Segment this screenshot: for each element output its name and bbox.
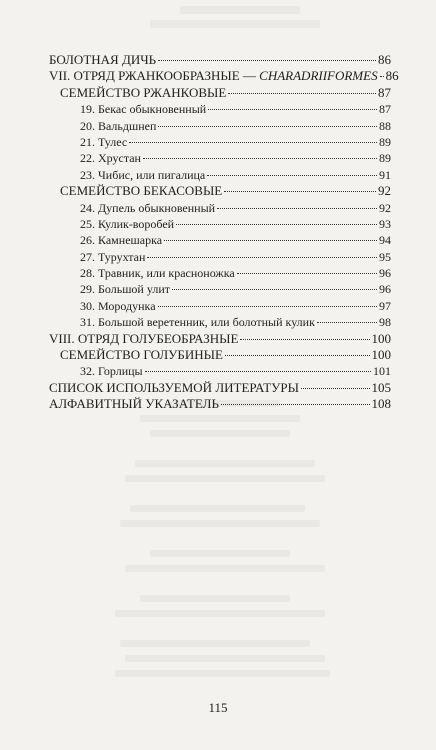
- dot-leader: [217, 208, 377, 209]
- toc-entry-page: 96: [379, 282, 391, 297]
- toc-entry: [49, 52, 391, 68]
- toc-entry-page: 100: [371, 330, 391, 346]
- dot-leader: [158, 60, 376, 61]
- dot-leader: [172, 289, 377, 290]
- toc-entry-page: 89: [379, 134, 391, 149]
- dot-leader: [147, 257, 377, 258]
- toc-entry-title: 27. Турухтан: [80, 249, 146, 264]
- dot-leader: [208, 109, 377, 110]
- toc-entry: [49, 298, 391, 314]
- toc-entry-page: 86: [378, 52, 391, 67]
- toc-entry-title-latin: CHARADRIIFORMES: [259, 68, 378, 84]
- toc-entry-title: 26. Камнешарка: [80, 233, 163, 248]
- toc-entry-title: 23. Чибис, или пигалица: [80, 167, 206, 182]
- toc-entry: [49, 134, 391, 150]
- toc-entry-title: АЛФАВИТНЫЙ УКАЗАТЕЛЬ: [49, 396, 219, 412]
- toc-entry: [49, 200, 391, 216]
- toc-entry-title: 20. Вальдшнеп: [80, 118, 157, 133]
- dot-leader: [240, 339, 369, 340]
- dot-leader: [317, 322, 377, 323]
- toc-entry: [49, 396, 391, 412]
- toc-entry-title: 32. Горлицы: [80, 364, 143, 379]
- toc-entry: [49, 347, 391, 363]
- toc-entry-title: СЕМЕЙСТВО РЖАНКОВЫЕ: [60, 84, 227, 100]
- toc-entry: [49, 380, 391, 396]
- toc-entry-page: 95: [379, 249, 391, 264]
- toc-entry-page: 87: [378, 84, 391, 100]
- toc-entry-page: 91: [379, 167, 391, 182]
- table-of-contents: [49, 52, 399, 413]
- toc-entry-page: 98: [379, 315, 391, 330]
- dot-leader: [158, 126, 377, 127]
- toc-entry-title: 31. Большой веретенник, или болотный кулик: [80, 315, 315, 330]
- toc-entry-page: 97: [379, 298, 391, 313]
- toc-entry-title: 24. Дупель обыкновенный: [80, 200, 216, 215]
- toc-entry: [49, 167, 391, 183]
- toc-entry: [49, 85, 391, 101]
- toc-entry-page: 94: [379, 233, 391, 248]
- toc-entry-page: 87: [379, 102, 391, 117]
- dot-leader: [164, 240, 377, 241]
- toc-entry-page: 88: [379, 118, 391, 133]
- dot-leader: [143, 158, 377, 159]
- toc-entry: [49, 216, 391, 232]
- toc-entry: [49, 183, 391, 199]
- dot-leader: [207, 175, 377, 176]
- toc-entry: [49, 314, 391, 330]
- dot-leader: [237, 273, 377, 274]
- toc-entry-page: 92: [379, 200, 391, 215]
- toc-entry-title: СПИСОК ИСПОЛЬЗУЕМОЙ ЛИТЕРАТУРЫ: [49, 379, 299, 395]
- toc-entry-title: 30. Мородунка: [80, 298, 156, 313]
- toc-entry: [49, 101, 391, 117]
- toc-entry-title: 21. Тулес: [80, 134, 128, 149]
- dot-leader: [225, 355, 370, 356]
- dot-leader: [129, 142, 377, 143]
- toc-entry-title: 22. Хрустан: [80, 151, 141, 166]
- toc-entry-title: 29. Большой улит: [80, 282, 170, 297]
- toc-entry-title: БОЛОТНАЯ ДИЧЬ: [49, 52, 157, 67]
- toc-entry-page: 93: [379, 216, 391, 231]
- dot-leader: [224, 191, 376, 192]
- toc-entry-page: 86: [385, 68, 399, 84]
- toc-entry-title: 19. Бекас обыкновенный: [80, 102, 207, 117]
- toc-entry: [49, 363, 391, 379]
- toc-entry-title: 28. Травник, или красноножка: [80, 266, 235, 281]
- toc-entry: [49, 118, 391, 134]
- toc-entry: [49, 331, 391, 347]
- dot-leader: [221, 404, 370, 405]
- dot-leader: [145, 371, 371, 372]
- toc-entry: [49, 281, 391, 297]
- toc-entry-title: VII. ОТРЯД РЖАНКООБРАЗНЫЕ — CHARADRIIFORMES: [49, 68, 378, 84]
- toc-entry: [49, 232, 391, 248]
- toc-entry-title: СЕМЕЙСТВО ГОЛУБИНЫЕ: [60, 347, 223, 363]
- toc-entry-page: 96: [379, 266, 391, 281]
- page-number: 115: [208, 700, 228, 715]
- dot-leader: [380, 76, 384, 77]
- dot-leader: [176, 224, 377, 225]
- dot-leader: [158, 306, 377, 307]
- toc-entry-title: 25. Кулик-воробей: [80, 216, 175, 231]
- toc-entry-page: 100: [371, 347, 391, 363]
- dot-leader: [301, 388, 370, 389]
- toc-entry-page: 101: [373, 364, 391, 379]
- toc-entry-page: 89: [379, 151, 391, 166]
- toc-entry-title: СЕМЕЙСТВО БЕКАСОВЫЕ: [60, 183, 223, 199]
- toc-entry-title: VIII. ОТРЯД ГОЛУБЕОБРАЗНЫЕ: [49, 330, 239, 346]
- toc-entry-page: 92: [378, 183, 391, 199]
- toc-entry: [49, 68, 399, 84]
- toc-entry: [49, 249, 391, 265]
- toc-entry-page: 105: [371, 379, 391, 395]
- toc-entry-page: 108: [371, 396, 391, 412]
- toc-entry: [49, 150, 391, 166]
- toc-entry: [49, 265, 391, 281]
- dot-leader: [228, 93, 376, 94]
